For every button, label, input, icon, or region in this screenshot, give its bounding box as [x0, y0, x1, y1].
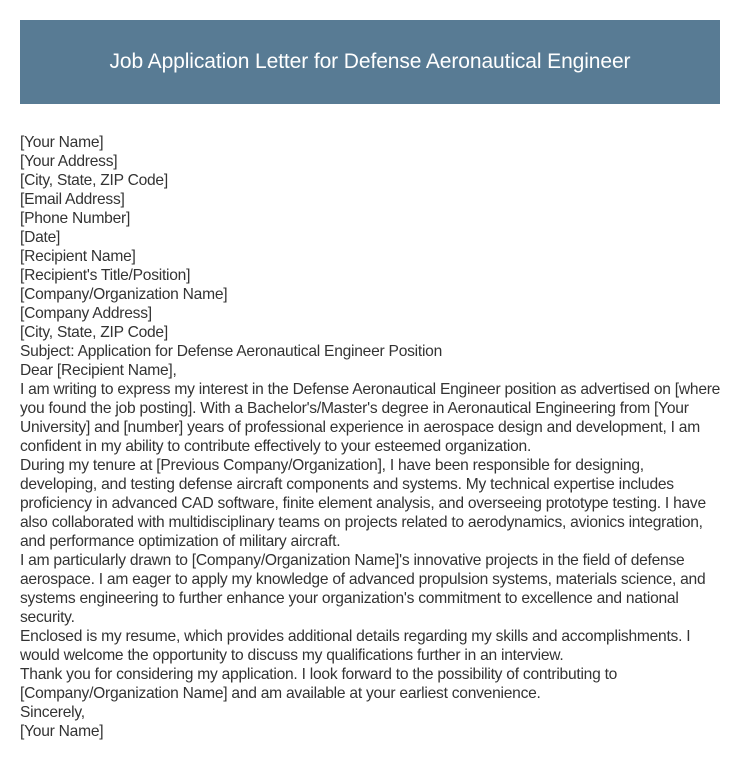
letter-closing: Sincerely,	[20, 704, 85, 721]
page-title: Job Application Letter for Defense Aeronautical Engineer	[109, 50, 631, 73]
recipient-company: [Company/Organization Name]	[20, 286, 228, 303]
recipient-name: [Recipient Name]	[20, 248, 136, 265]
letter-paragraph: Enclosed is my resume, which provides additional details regarding my skills and accomplishments. I would welcome the opportunity to discuss my qualifications further in an interview.	[20, 628, 691, 664]
page-header-banner	[20, 20, 720, 104]
sender-phone: [Phone Number]	[20, 210, 131, 227]
sender-email: [Email Address]	[20, 191, 125, 208]
sender-city-state-zip: [City, State, ZIP Code]	[20, 172, 168, 189]
recipient-address: [Company Address]	[20, 305, 152, 322]
letter-date: [Date]	[20, 229, 61, 246]
letter-body	[20, 133, 722, 741]
recipient-title: [Recipient's Title/Position]	[20, 267, 191, 284]
recipient-city-state-zip: [City, State, ZIP Code]	[20, 324, 168, 341]
letter-signature: [Your Name]	[20, 723, 104, 740]
letter-paragraph: I am writing to express my interest in the Defense Aeronautical Engineer position as advertised on [where you found the job posting]. With a Bachelor's/Master's degree in Aeronautical Engineering from [Your University] and [number] years of professional experience in aerospace design and development, I am confident in my ability to contribute effectively to your esteemed organization.	[20, 381, 721, 455]
letter-paragraph: I am particularly drawn to [Company/Organization Name]'s innovative projects in the field of defense aerospace. I am eager to apply my knowledge of advanced propulsion systems, materials science, and systems engineering to further enhance your organization's commitment to excellence and national security.	[20, 552, 706, 626]
letter-paragraph: During my tenure at [Previous Company/Organization], I have been responsible for designing, developing, and testing defense aircraft components and systems. My technical expertise includes proficiency in advanced CAD software, finite element analysis, and overseeing prototype testing. I have also collaborated with multidisciplinary teams on projects related to aerodynamics, avionics integration, and performance optimization of military aircraft.	[20, 457, 706, 550]
sender-address: [Your Address]	[20, 153, 118, 170]
letter-paragraph: Thank you for considering my application. I look forward to the possibility of contributing to [Company/Organization Name] and am available at your earliest convenience.	[20, 666, 618, 702]
sender-name: [Your Name]	[20, 134, 104, 151]
letter-subject: Subject: Application for Defense Aeronautical Engineer Position	[20, 343, 443, 360]
letter-salutation: Dear [Recipient Name],	[20, 362, 177, 379]
